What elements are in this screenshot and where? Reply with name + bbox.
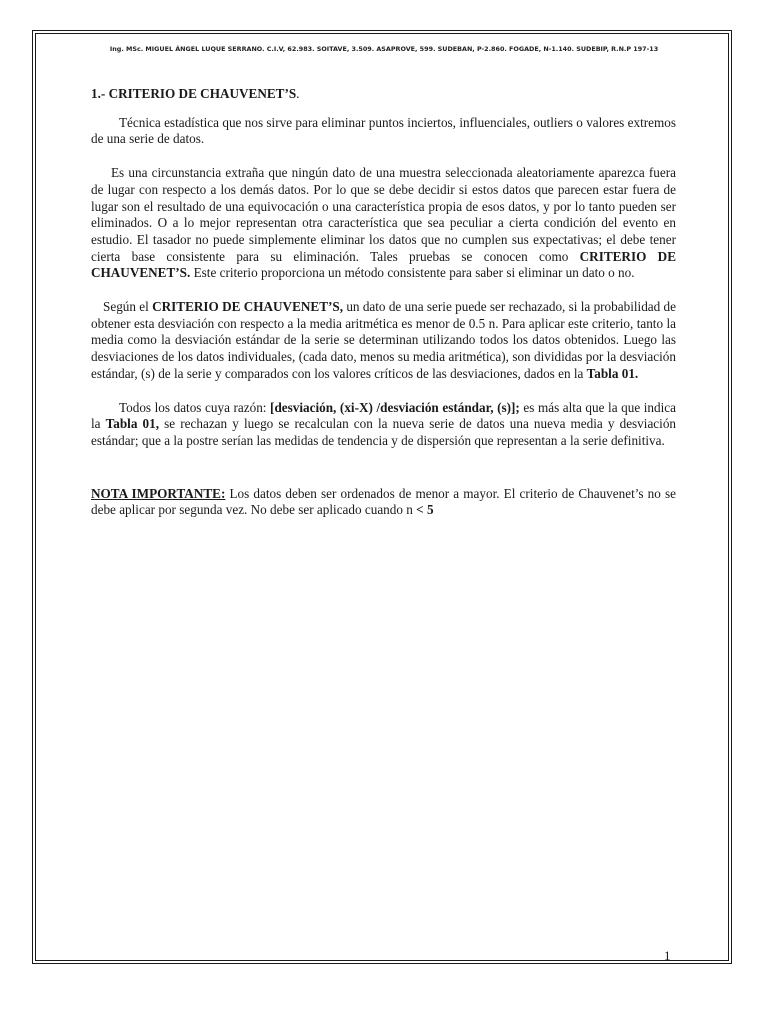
ratio-formula-bold: [desviación, (xi-X) /desviación estándar, (s)]; <box>270 399 520 415</box>
criterion-name-bold-2: CRITERIO DE CHAUVENET’S, <box>152 299 344 315</box>
important-note-threshold: < 5 <box>416 502 434 518</box>
paragraph-procedure-text: un dato de una serie puede ser rechazado, si la probabilidad de obtener esta desviación con respecto a la media aritmética es menor de 0.5 n. Para aplicar este criterio, tanto la media como la desviación estándar de la serie se determinan utilizando todos los datos obtenidos. Luego las desviaciones de los datos individuales, (cada dato, menos su media aritmética), son divididas por la desviación estándar, (s) de la serie y comparados con los valores críticos de las desviaciones, dados en la <box>91 299 676 381</box>
page-header: Ing. MSc. MIGUEL ÁNGEL LUQUE SERRANO. C.I.V, 62.983. SOITAVE, 3.509. ASAPROVE, 599. SUDEBAN, P-2.860. FOGADE, N-1.140. SUDEBIP, R.N.P 197-13 <box>109 45 659 53</box>
paragraph-rejection-text: es más alta que la que indica la <box>91 399 676 432</box>
paragraph-definition: Técnica estadística que nos sirve para eliminar puntos inciertos, influenciales, outliers o valores extremos de una serie de datos. <box>91 114 676 147</box>
section-title <box>91 86 676 103</box>
paragraph-procedure-lead: Según el <box>103 299 153 315</box>
paragraph-rejection-tail: se rechazan y luego se recalculan con la nueva serie de datos una nueva media y desviación estándar; que a la postre serían las medidas de tendencia y de dispersión que representan a la serie definitiva. <box>91 416 677 448</box>
paragraph-rejection-lead: Todos los datos cuya razón: <box>119 399 271 415</box>
paragraph-circumstance <box>91 165 676 282</box>
section-title-period: . <box>296 86 300 101</box>
paragraph-circumstance-text: Es una circunstancia extraña que ningún dato de una muestra seleccionada aleatoriamente aparezca fuera de lugar con respecto a los demás datos. Por lo que se debe decidir si estos datos que parecen estar fuera de lugar son el resultado de una equivocación o una característica propia de esos datos, y por lo tanto pueden ser eliminados. O a lo mejor representan otra característica que sea peculiar a cierta condición del evento en estudio. El tasador no puede simplemente eliminar los datos que no cumplen sus expectativas; el debe tener cierta base consistente para su eliminación. Tales pruebas se conocen como <box>91 165 676 264</box>
page-number: 1 <box>664 948 671 963</box>
section-title-text: 1.- CRITERIO DE CHAUVENET’S <box>91 86 297 101</box>
criterion-name-bold: CRITERIO DE CHAUVENET’S. <box>91 248 677 281</box>
paragraph-circumstance-tail: Este criterio proporciona un método consistente para saber si eliminar un dato o no. <box>190 265 635 281</box>
document-body <box>91 86 676 536</box>
paragraph-procedure <box>91 299 676 383</box>
table-reference-bold: Tabla 01. <box>586 365 639 381</box>
important-note-label: NOTA IMPORTANTE: <box>91 485 226 501</box>
important-note-text: Los datos deben ser ordenados de menor a mayor. El criterio de Chauvenet’s no se debe aplicar por segunda vez. No debe ser aplicado cuando n <box>91 485 676 518</box>
paragraph-rejection <box>91 400 676 450</box>
important-note <box>91 486 676 519</box>
table-reference-bold-2: Tabla 01, <box>105 416 160 432</box>
